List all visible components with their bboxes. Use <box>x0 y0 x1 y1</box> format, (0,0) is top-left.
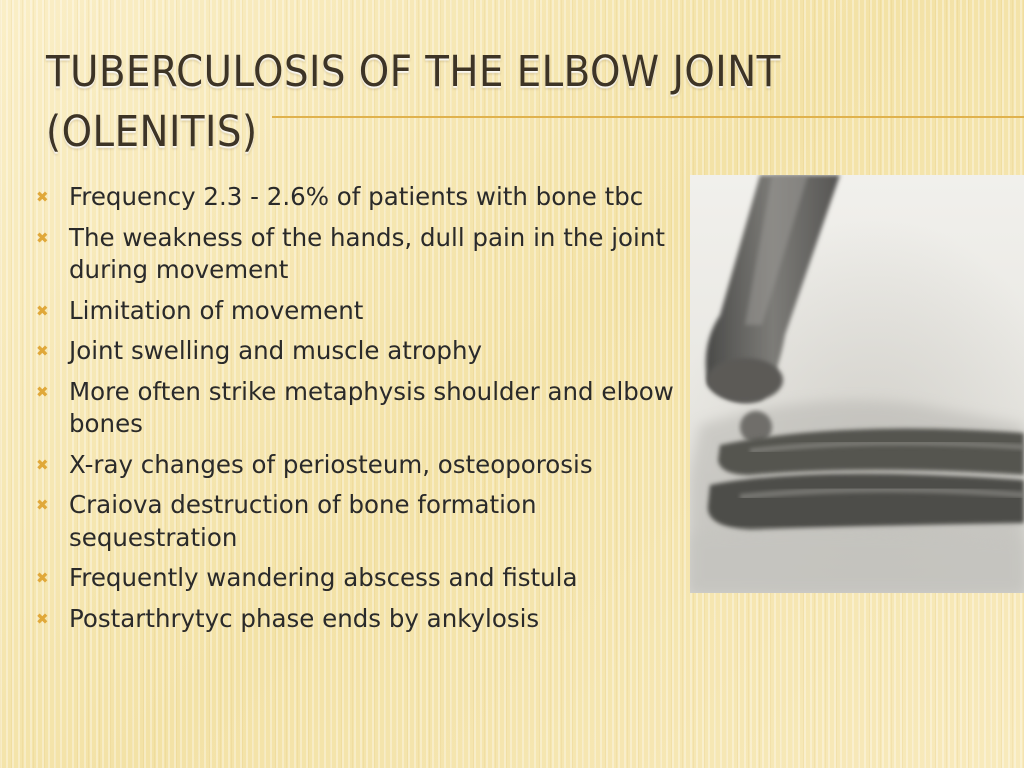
bullet-marker-icon: ✖ <box>36 301 49 320</box>
bullet-item <box>36 335 676 368</box>
bullet-item <box>36 449 676 482</box>
bullet-marker-icon: ✖ <box>36 382 49 401</box>
bullet-list <box>36 181 676 643</box>
bullet-item <box>36 562 676 595</box>
bullet-marker-icon: ✖ <box>36 496 49 514</box>
bullet-item <box>36 222 676 287</box>
bullet-text: Postarthrytyc phase ends by ankylosis <box>69 603 540 633</box>
bullet-text: X-ray changes of periosteum, osteoporosis <box>69 449 593 479</box>
bullet-text: More often strike metaphysis shoulder and elbow bones <box>69 376 674 438</box>
bullet-text: Craiova destruction of bone formation sequestration <box>69 490 537 552</box>
bullet-item <box>36 489 676 554</box>
bullet-marker-icon: ✖ <box>36 342 49 360</box>
bullet-marker-icon: ✖ <box>36 609 49 628</box>
bullet-text: Frequency 2.3 - 2.6% of patients with bone tbc <box>69 182 644 211</box>
elbow-xray-image <box>690 175 1024 593</box>
bullet-marker-icon: ✖ <box>36 188 49 206</box>
bullet-text: Joint swelling and muscle atrophy <box>69 336 483 365</box>
bullet-item <box>36 295 676 328</box>
bullet-text: Frequently wandering abscess and fistula <box>69 563 578 592</box>
bullet-text: Limitation of movement <box>69 295 364 325</box>
bullet-item <box>36 376 676 441</box>
bullet-text: The weakness of the hands, dull pain in the joint during movement <box>69 222 665 284</box>
slide-title: TUBERCULOSIS OF THE ELBOW JOINT (OLENITIS) <box>46 47 781 157</box>
bullet-item <box>36 603 676 636</box>
bullet-marker-icon: ✖ <box>36 228 49 247</box>
bullet-item <box>36 181 676 214</box>
bullet-marker-icon: ✖ <box>36 569 49 587</box>
title-divider <box>272 116 1024 118</box>
bullet-marker-icon: ✖ <box>36 455 49 474</box>
